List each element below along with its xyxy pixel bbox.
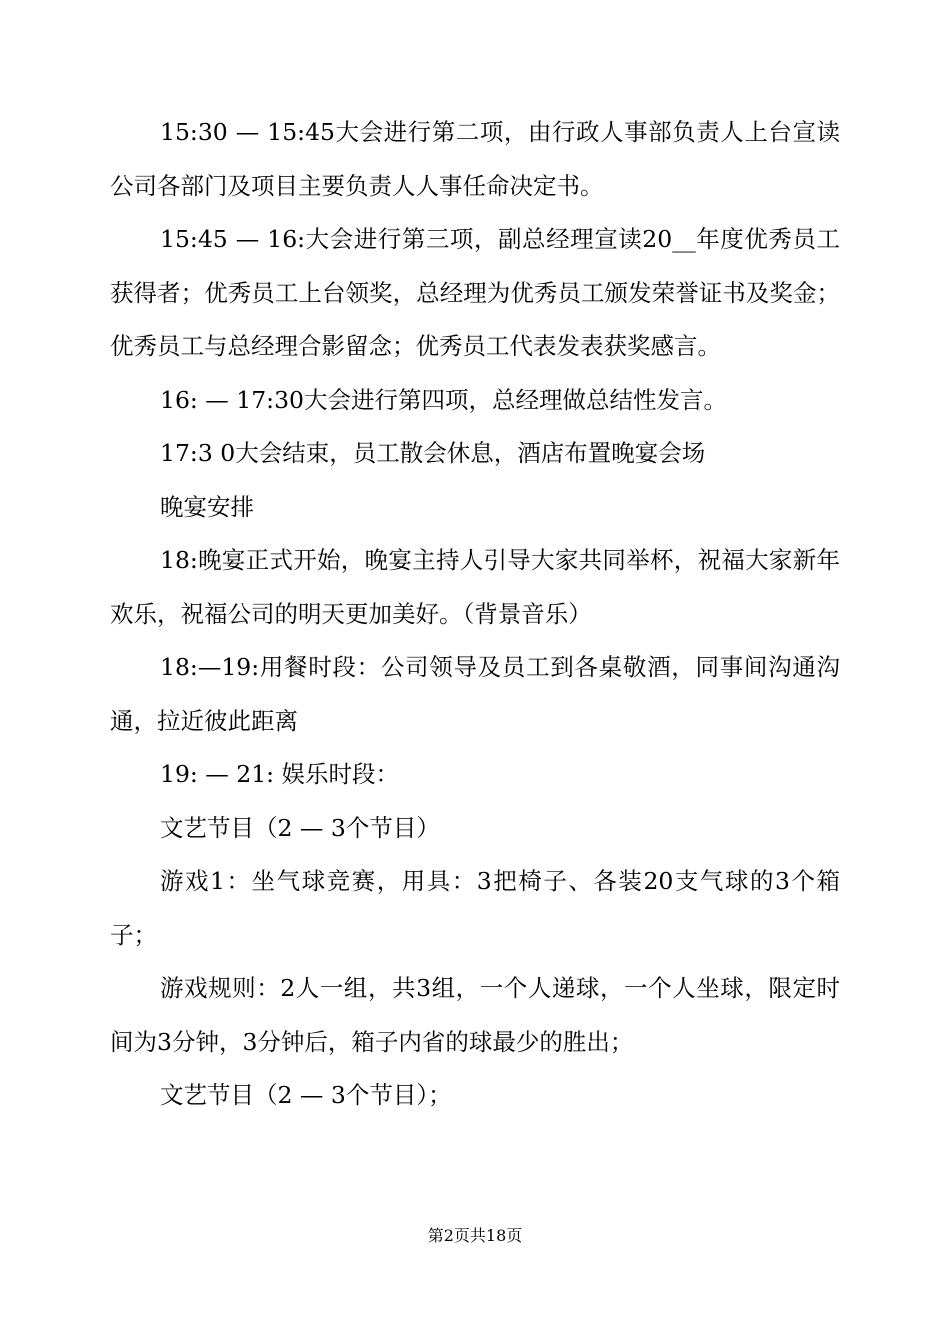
paragraph-banquet-start: 18:晚宴正式开始，晚宴主持人引导大家共同举杯，祝福大家新年欢乐，祝福公司的明天更加美好。（背景音乐） [110,546,840,628]
section-heading-banquet: 晚宴安排 [160,492,254,521]
paragraph-performances-2: 文艺节目（2 — 3个节目）； [160,1081,452,1109]
paragraph-game-rules: 游戏规则：2人一组，共3组，一个人递球，一个人坐球，限定时间为3分钟，3分钟后，箱子内省的球最少的胜出； [110,974,840,1056]
paragraph-agenda-item-2: 15:30 — 15:45大会进行第二项，由行政人事部负责人上台宣读公司各部门及项目主要负责人人事任命决定书。 [110,118,840,200]
paragraph-agenda-item-4: 16: — 17:30大会进行第四项，总经理做总结性发言。 [160,385,727,414]
paragraph-performances-1: 文艺节目（2 — 3个节目） [160,813,440,842]
paragraph-game-1: 游戏1：坐气球竞赛，用具：3把椅子、各装20支气球的3个箱子； [110,867,840,949]
paragraph-entertainment-time: 19: — 21: 娱乐时段： [160,760,400,788]
page-footer: 第2页共18页 [427,1226,523,1245]
paragraph-dining-time: 18:—19:用餐时段：公司领导及员工到各桌敬酒，同事间沟通沟通，拉近彼此距离 [110,653,840,735]
paragraph-agenda-item-3: 15:45 — 16:大会进行第三项，副总经理宣读20__年度优秀员工获得者；优秀员工上台领奖，总经理为优秀员工颁发荣誉证书及奖金；优秀员工与总经理合影留念；优秀员工代表发表获奖感言。 [110,225,840,360]
paragraph-meeting-end: 17:3 0大会结束，员工散会休息，酒店布置晚宴会场 [160,439,706,467]
document-body [110,106,840,1123]
